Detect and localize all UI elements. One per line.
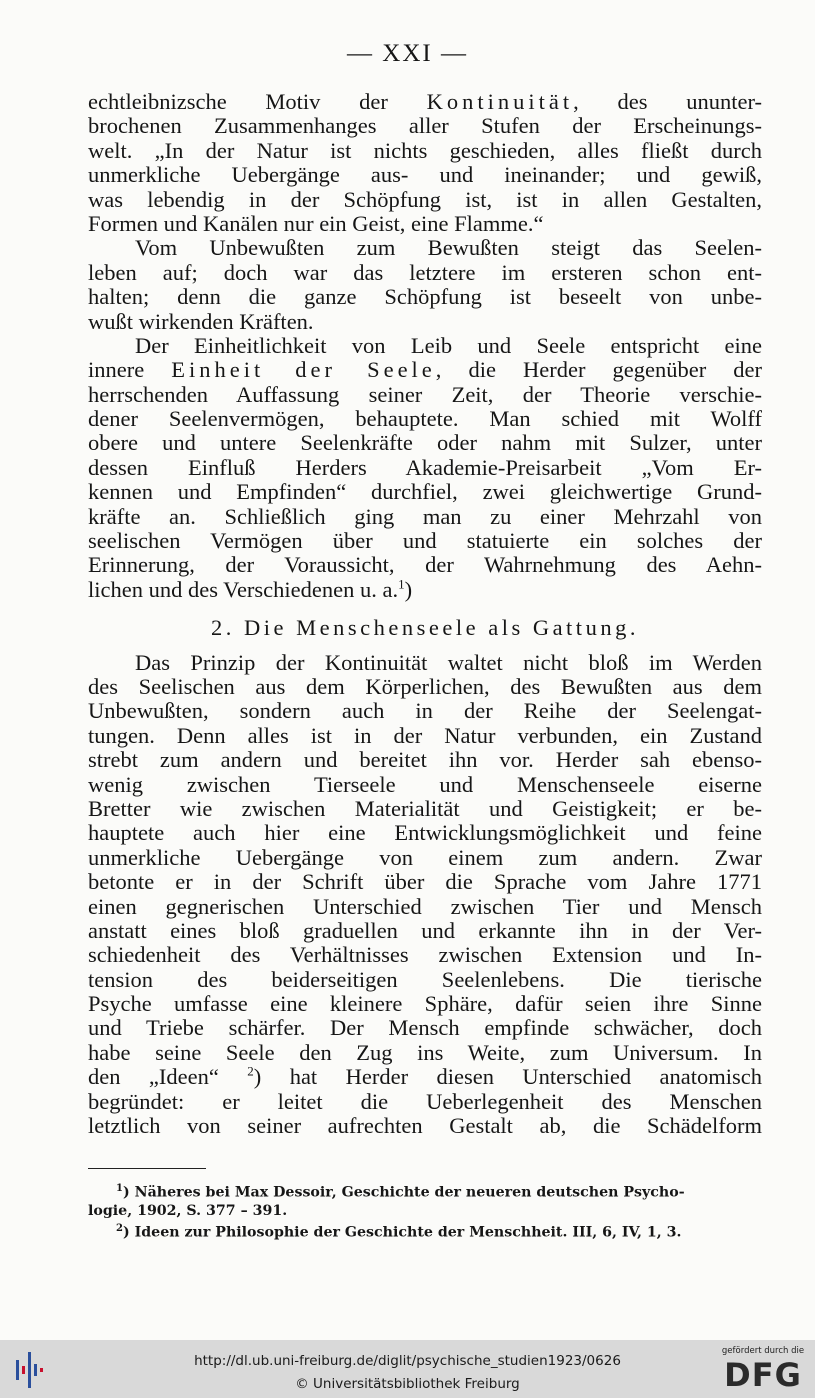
text-line: halten; denn die ganze Schöpfung ist beseelt von unbe- xyxy=(88,285,762,310)
svg-text:DFG: DFG xyxy=(724,1358,802,1390)
text-line: betonte er in der Schrift über die Sprache vom Jahre 1771 xyxy=(88,870,762,895)
text-line: Unbewußten, sondern auch in der Reihe der Seelengat- xyxy=(88,699,762,724)
text-line: unmerkliche Uebergänge von einem zum andern. Zwar xyxy=(88,845,762,870)
text-line: schiedenheit des Verhältnisses zwischen Extension und In- xyxy=(88,943,762,968)
text-line: kennen und Empfinden“ durchfiel, zwei gleichwertige Grund- xyxy=(88,480,762,505)
emphasis-einheit-der-seele: Einheit der Seele xyxy=(171,358,436,383)
text-line: seelischen Vermögen über und statuierte ein solches der xyxy=(88,529,762,554)
copyright-notice: © Universitätsbibliothek Freiburg xyxy=(295,1376,520,1392)
text-line: obere und untere Seelenkräfte oder nahm mit Sulzer, unter xyxy=(88,431,762,456)
footnote-rule xyxy=(88,1168,206,1169)
text-line: leben auf; doch war das letztere im ersteren schon ent- xyxy=(88,260,762,285)
text-line: dener Seelenvermögen, behauptete. Man schied mit Wolff xyxy=(88,407,762,432)
text-line: einen gegnerischen Unterschied zwischen Tier und Mensch xyxy=(88,894,762,919)
text-line: strebt zum andern und bereitet ihn vor. Herder sah ebenso- xyxy=(88,748,762,773)
text-line: begründet: er leitet die Ueberlegenheit des Menschen xyxy=(88,1089,762,1114)
text-line: habe seine Seele den Zug ins Weite, zum Universum. In xyxy=(88,1040,762,1065)
footnotes xyxy=(88,1180,768,1241)
text-line: brochenen Zusammenhanges aller Stufen der Erscheinungs- xyxy=(88,114,762,139)
text-line: Der Einheitlichkeit von Leib und Seele entspricht eine xyxy=(135,333,762,358)
text-line: innere Einheit der Seele, die Herder gegenüber der xyxy=(88,358,762,383)
text-line: hauptete auch hier eine Entwicklungsmöglichkeit und feine xyxy=(88,821,762,846)
dfg-logo-icon xyxy=(720,1358,806,1390)
text-line: was lebendig in der Schöpfung ist, ist in allen Gestalten, xyxy=(88,187,762,212)
text-line: wenig zwischen Tierseele und Menschenseele eiserne xyxy=(88,772,762,797)
text-line: anstatt eines bloß graduellen und erkannte ihn in der Ver- xyxy=(88,918,762,943)
footnote-2: $^2$) Ideen zur Philosophie der Geschichte der Menschheit. III, 6, IV, 1, 3. xyxy=(116,1222,682,1241)
footnote-ref-2: 2 xyxy=(247,1065,254,1079)
body-text xyxy=(88,90,762,1138)
text-line: den „Ideen“ $^2$) hat Herder diesen Unterschied anatomisch xyxy=(88,1065,762,1090)
text-line: Formen und Kanälen nur ein Geist, eine Flamme.“ xyxy=(88,211,544,236)
text-line: tungen. Denn alles ist in der Natur verbunden, ein Zustand xyxy=(88,723,762,748)
footnote-1: $^1$) Näheres bei Max Dessoir, Geschichte der neueren deutschen Psycho- xyxy=(116,1183,685,1201)
text-line: herrschenden Auffassung seiner Zeit, der Theorie verschie- xyxy=(88,382,762,407)
text-line: tension des beiderseitigen Seelenlebens. Die tierische xyxy=(88,967,762,992)
footnote-1-continued: logie, 1902, S. 377 – 391. xyxy=(88,1202,288,1219)
emphasis-kontinuitaet: Kontinuität xyxy=(426,90,574,114)
dfg-caption: gefördert durch die xyxy=(721,1346,805,1356)
text-line: unmerkliche Uebergänge aus- und ineinander; und gewiß, xyxy=(88,163,762,188)
text-line: Psyche umfasse eine kleinere Sphäre, dafür seien ihre Sinne xyxy=(88,992,762,1017)
dfg-funding-block xyxy=(718,1346,808,1392)
running-head: — XXI — xyxy=(347,40,468,67)
text-line: Bretter wie zwischen Materialität und Geistigkeit; er be- xyxy=(88,796,762,821)
text-line: Vom Unbewußten zum Bewußten steigt das Seelen- xyxy=(135,236,762,261)
text-line: Erinnerung, der Voraussicht, der Wahrnehmung des Aehn- xyxy=(88,553,762,578)
text-line: kräfte an. Schließlich ging man zu einer Mehrzahl von xyxy=(88,504,762,529)
permalink-url[interactable]: http://dl.ub.uni-freiburg.de/diglit/psychische_studien1923/0626 xyxy=(194,1353,621,1369)
text-line: Das Prinzip der Kontinuität waltet nicht bloß im Werden xyxy=(135,650,762,675)
footnote-ref-1: 1 xyxy=(398,577,405,592)
text-line: wußt wirkenden Kräften. xyxy=(88,309,314,334)
text-line: echtleibnizsche Motiv der Kontinuität, des ununter- xyxy=(88,90,762,114)
text-line: des Seelischen aus dem Körperlichen, des Bewußten aus dem xyxy=(88,674,762,699)
text-line: dessen Einfluß Herders Akademie-Preisarbeit „Vom Er- xyxy=(88,455,762,480)
section-heading: 2. Die Menschenseele als Gattung. xyxy=(211,615,639,641)
text-line: letztlich von seiner aufrechten Gestalt ab, die Schädelform xyxy=(88,1114,762,1139)
text-line: welt. „In der Natur ist nichts geschieden, alles fließt durch xyxy=(88,138,762,163)
text-line: und Triebe schärfer. Der Mensch empfinde schwächer, doch xyxy=(88,1016,762,1041)
text-line: lichen und des Verschiedenen u. a.$^1$) xyxy=(88,577,413,602)
